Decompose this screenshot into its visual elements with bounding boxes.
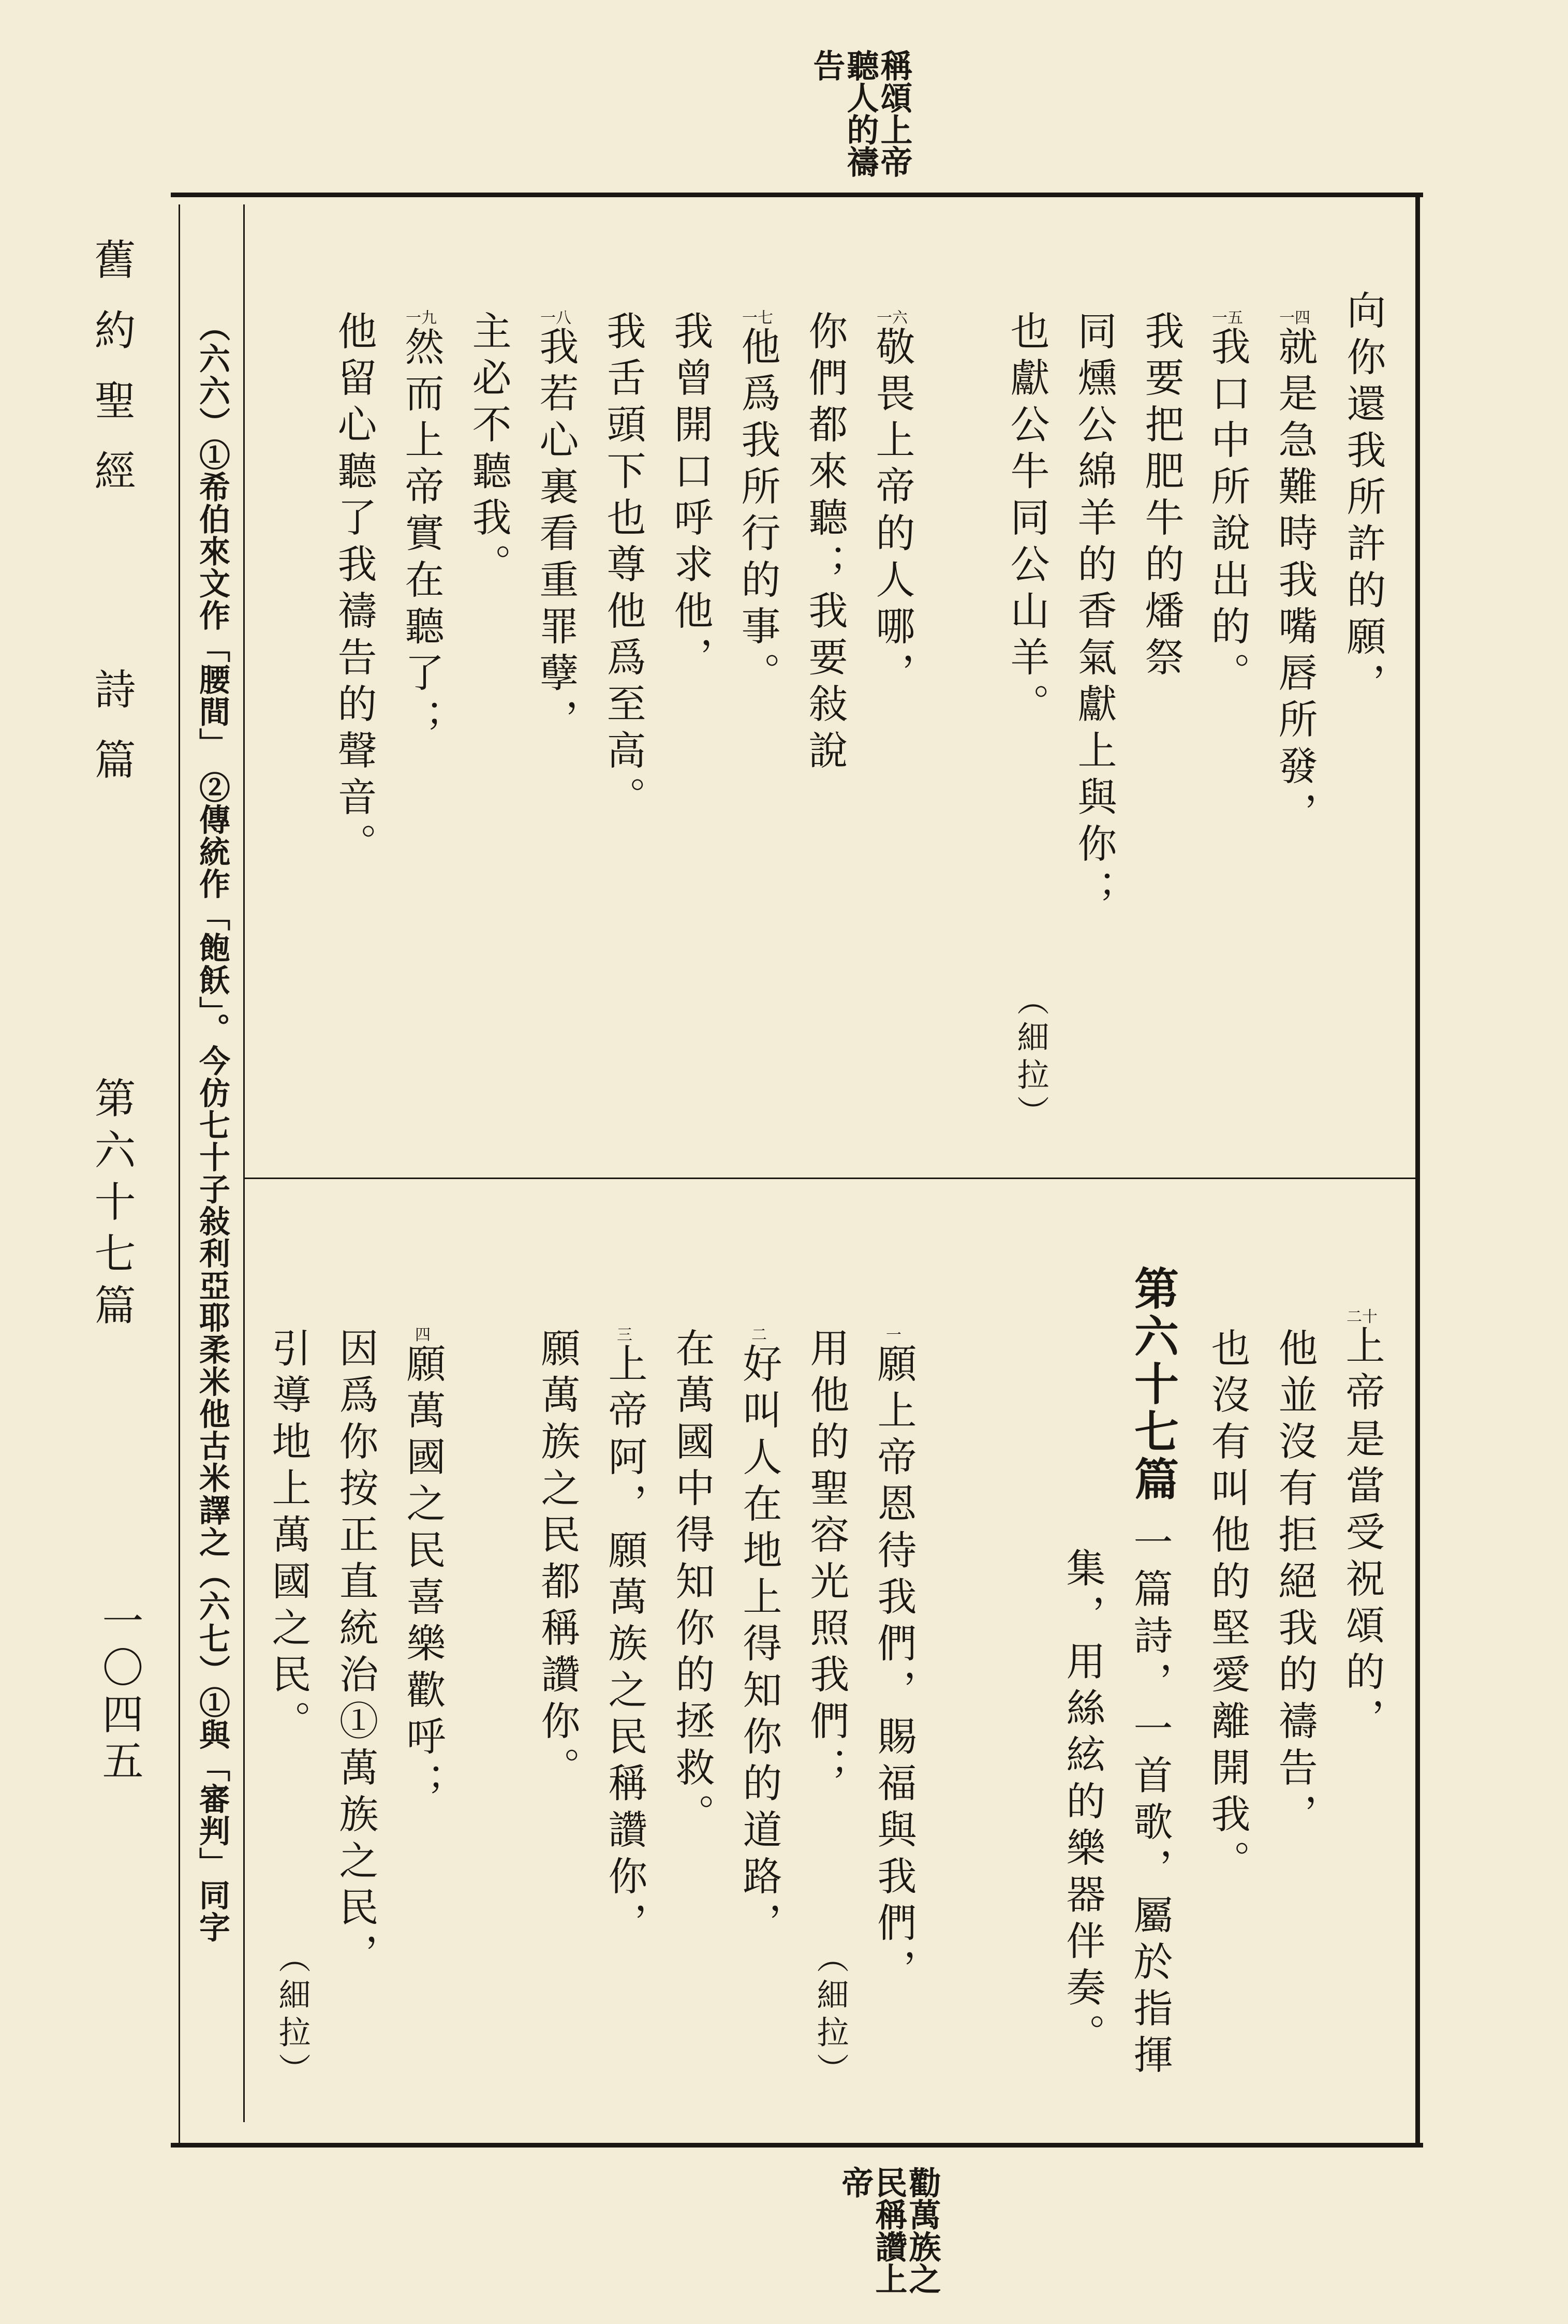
- verse-text: 我曾開口呼求他，: [668, 311, 714, 683]
- verse-line: [602, 1326, 648, 1949]
- verse-line: [466, 311, 512, 590]
- verse-text: 敬畏上帝的人哪，: [869, 326, 915, 699]
- margin-note-top-line: 告: [808, 49, 846, 81]
- book-title: 舊約聖經: [87, 238, 136, 520]
- verse-text: 他並沒有拒絕我的禱告，: [1272, 1328, 1318, 1840]
- verse-line: [804, 1328, 850, 1793]
- verse-line: [1138, 311, 1185, 683]
- verse-text: 然而上帝實在聽了；: [398, 326, 445, 745]
- frame-top-rule: [171, 193, 1423, 197]
- verse-line: [265, 1328, 312, 1747]
- verse-number: 二: [751, 1326, 767, 1344]
- verse-line: [1205, 309, 1251, 699]
- verse-text: 引導地上萬國之民。: [265, 1328, 312, 1747]
- verse-text: 就是急難時我嘴唇所發，: [1272, 326, 1318, 839]
- frame-bottom-rule: [171, 2143, 1423, 2148]
- frame-left-rule: [179, 204, 180, 2143]
- verse-line: [1339, 1308, 1385, 1744]
- verse-text: 我舌頭下也尊他爲至高。: [600, 311, 646, 823]
- column-divider: [243, 1178, 1415, 1179]
- verse-text: 願萬族之民都稱讚你。: [535, 1328, 581, 1793]
- verse-text: 在萬國中得知你的拯救。: [669, 1328, 715, 1840]
- verse-line: [400, 1326, 446, 1809]
- margin-note-bottom-line: 勸萬族之: [904, 2166, 941, 2294]
- frame-right-rule: [1415, 193, 1420, 2148]
- verse-line: [333, 1328, 379, 1980]
- selah-mark: （細拉）: [1012, 983, 1049, 1132]
- verse-number: 一四: [1279, 309, 1310, 327]
- verse-number: 一六: [877, 309, 908, 327]
- verse-text: 用他的聖容光照我們；: [804, 1328, 850, 1793]
- verse-text: 我若心裏看重罪孽，: [533, 326, 579, 745]
- verse-text: 也獻公牛同公山羊。: [1004, 311, 1050, 730]
- superscription-line: 集，用絲絃的樂器伴奏。: [1060, 1548, 1106, 2060]
- verse-text: 上帝是當受祝頌的，: [1339, 1325, 1385, 1744]
- selah-mark: （細拉）: [273, 1941, 311, 2090]
- verse-line: [535, 1328, 581, 1793]
- chapter-label: 第六十七篇: [87, 1077, 136, 1335]
- verse-line: [668, 311, 714, 683]
- verse-line: [869, 309, 915, 699]
- verse-line: [871, 1326, 917, 1995]
- margin-note-top-line: 聽人的禱: [841, 49, 879, 178]
- footnote: （六六）①希伯來文作「腰間」 ②傳統作「飽飫」。今仿七十子敍利亞耶柔米他古米譯之（六七）①與「審判」同字: [194, 311, 230, 1944]
- verse-line: [1340, 290, 1386, 709]
- verse-line: [600, 311, 646, 823]
- verse-number: 一五: [1212, 309, 1243, 327]
- verse-text: 願萬國之民喜樂歡呼；: [400, 1343, 446, 1809]
- verse-text: 也沒有叫他的堅愛離開我。: [1205, 1328, 1251, 1887]
- verse-text: 他爲我所行的事。: [735, 326, 781, 699]
- verse-number: 二十: [1347, 1308, 1378, 1326]
- chapter-heading: 第六十七篇: [1127, 1266, 1179, 1504]
- verse-line: [1071, 311, 1117, 916]
- margin-note-bottom-line: 帝: [836, 2166, 874, 2198]
- margin-note-top-line: 稱頌上帝: [875, 49, 913, 178]
- verse-line: [1205, 1328, 1251, 1887]
- verse-text: 我口中所說出的。: [1205, 326, 1251, 699]
- selah-mark: （細拉）: [811, 1941, 849, 2090]
- verse-text: 願上帝恩待我們，賜福與我們，: [871, 1343, 917, 1995]
- verse-line: [736, 1326, 782, 1949]
- verse-line: [1272, 1328, 1318, 1840]
- verse-line: [735, 309, 781, 699]
- verse-text: 他留心聽了我禱告的聲音。: [331, 311, 377, 870]
- verse-line: [533, 309, 579, 745]
- verse-number: 一七: [742, 309, 773, 327]
- verse-line: [802, 311, 848, 776]
- verse-line: [1004, 311, 1050, 730]
- verse-line: [331, 311, 377, 870]
- verse-text: 同燻公綿羊的香氣獻上與你；: [1071, 311, 1117, 916]
- verse-text: 向你還我所許的願，: [1340, 290, 1386, 709]
- verse-text: 因爲你按正直統治①萬族之民，: [333, 1328, 379, 1980]
- verse-line: [669, 1328, 715, 1840]
- verse-text: 我要把肥牛的燔祭: [1138, 311, 1185, 683]
- verse-text: 主必不聽我。: [466, 311, 512, 590]
- verse-number: 四: [415, 1326, 431, 1344]
- section-title: 詩篇: [87, 668, 136, 808]
- verse-number: 一九: [406, 309, 437, 327]
- verse-line: [1272, 309, 1318, 839]
- verse-number: 一: [886, 1326, 901, 1344]
- page-number: 一〇四五: [95, 1599, 143, 1786]
- verse-text: 你們都來聽；我要敍說: [802, 311, 848, 776]
- verse-text: 上帝阿，願萬族之民稱讚你，: [602, 1343, 648, 1949]
- verse-text: 好叫人在地上得知你的道路，: [736, 1343, 782, 1949]
- verse-line: [398, 309, 445, 745]
- superscription-line: 一篇詩，一首歌，屬於指揮: [1127, 1522, 1173, 2081]
- footnote-divider: [243, 204, 245, 2122]
- verse-number: 三: [617, 1326, 632, 1344]
- margin-note-bottom-line: 民稱讚上: [870, 2166, 908, 2294]
- verse-number: 一八: [540, 309, 571, 327]
